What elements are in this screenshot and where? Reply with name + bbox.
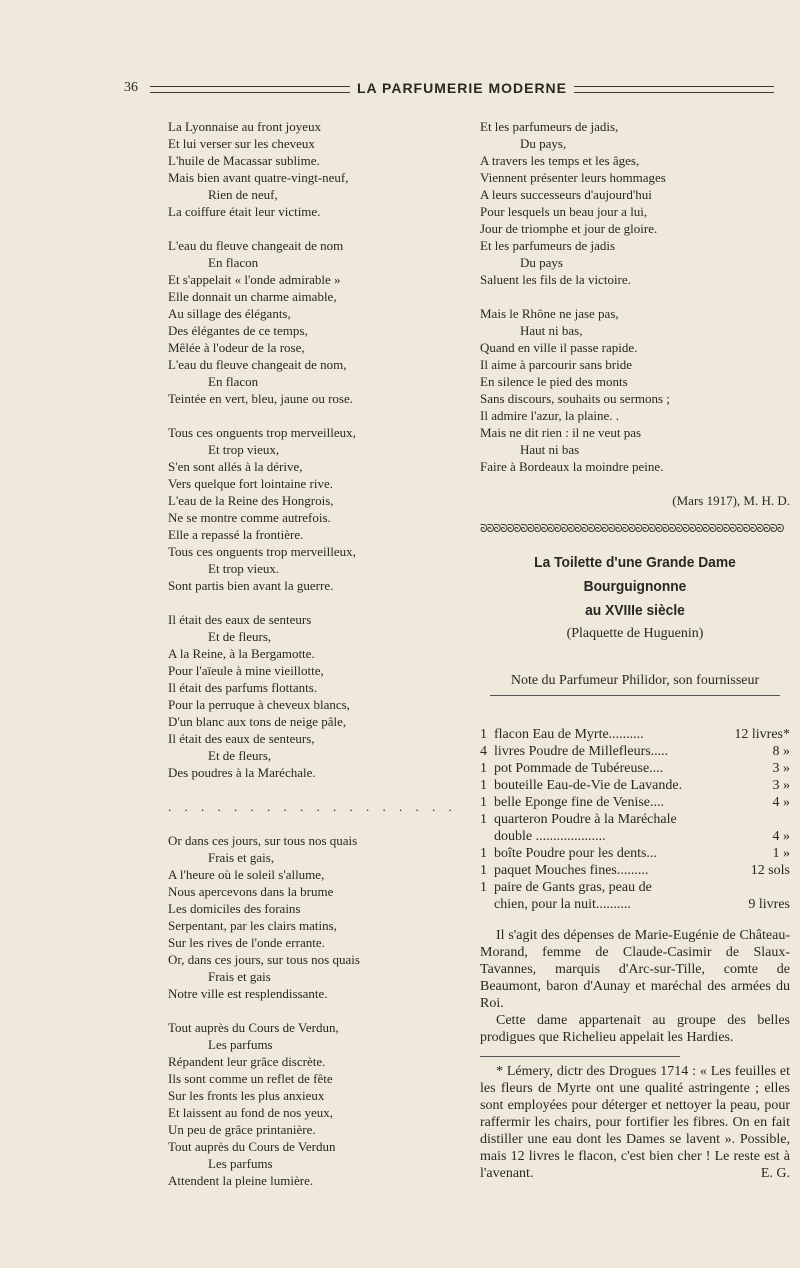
header-rule-left <box>150 86 350 93</box>
poem-line: Ne se montre comme autrefois. <box>168 510 331 525</box>
poem-line: Sans discours, souhaits ou sermons ; <box>480 391 670 406</box>
article-paragraph-1: Il s'agit des dépenses de Marie-Eugénie de Château-Morand, femme de Claude-Casimir de Slaux-Tavannes, marquis d'Arc-sur-Tille, comte de Beaumont, baron d'Aunay et maréchal des armées du Roi. <box>480 928 790 1011</box>
footnote-signature: E. G. <box>760 1166 790 1181</box>
invoice-row <box>480 879 790 896</box>
page-header <box>124 80 774 100</box>
poem-line: Pour la perruque à cheveux blancs, <box>168 697 350 712</box>
poem-line: L'eau de la Reine des Hongrois, <box>168 493 334 508</box>
poem-line: Frais et gais, <box>208 850 275 865</box>
item-description: belle Eponge fine de Venise.... <box>494 795 665 810</box>
article-note: Note du Parfumeur Philidor, son fournisseur <box>510 673 760 688</box>
stanza <box>168 237 468 407</box>
poem-line: Jour de triomphe et jour de gloire. <box>480 221 658 236</box>
footnote-rule <box>480 1056 680 1057</box>
header-rule-right <box>574 86 774 93</box>
poem-line: Les parfums <box>208 1156 273 1171</box>
poem-line: Elle donnait un charme aimable, <box>168 289 337 304</box>
poem-line: Les parfums <box>208 1037 273 1052</box>
poem-line: Sont partis bien avant la guerre. <box>168 578 334 593</box>
poem-line: Elle a repassé la frontière. <box>168 527 304 542</box>
poem-line: Tous ces onguents trop merveilleux, <box>168 425 356 440</box>
poem-line: Des élégantes de ce temps, <box>168 323 308 338</box>
poem-line: Pour l'aïeule à mine vieillotte, <box>168 663 324 678</box>
invoice-row <box>480 743 790 760</box>
footnote-text: * Lémery, dictr des Drogues 1714 : « Les feuilles et les fleurs de Myrte ont une qualité astringente ; elles sont employées pour déterger et nettoyer la peau, pour raffermir les chairs, pour fortifier les fibres. On en fait distiller une eau dont les Dames se lavent ». Possible, mais 12 livres le flacon, c'est bien cher ! Le reste est à l'avenant. <box>480 1064 790 1181</box>
poem-line: Tout auprès du Cours de Verdun <box>168 1139 336 1154</box>
invoice-list <box>480 726 790 913</box>
invoice-row <box>480 760 790 777</box>
poem-line: Notre ville est resplendissante. <box>168 986 328 1001</box>
item-description: livres Poudre de Millefleurs..... <box>494 744 669 759</box>
article-paragraph-2: Cette dame appartenait au groupe des belles prodigues que Richelieu appelait les Hardies. <box>480 1013 790 1045</box>
item-description: pot Pommade de Tubéreuse.... <box>494 761 664 776</box>
article-subtitle: (Plaquette de Huguenin) <box>566 626 704 641</box>
item-quantity: 1 <box>480 727 487 742</box>
poem-line: En flacon <box>208 374 259 389</box>
poem-line: Du pays, <box>520 136 567 151</box>
poem-line: Mais ne dit rien : il ne veut pas <box>480 425 642 440</box>
poem-line: Il admire l'azur, la plaine. . <box>480 408 619 423</box>
item-description: boîte Poudre pour les dents... <box>494 846 657 861</box>
item-price: 1 » <box>772 846 790 861</box>
poem-line: Il était des parfums flottants. <box>168 680 318 695</box>
item-price: 4 » <box>772 795 790 810</box>
item-description: paire de Gants gras, peau de <box>494 880 652 895</box>
poem-line: A leurs successeurs d'aujourd'hui <box>480 187 652 202</box>
invoice-row <box>480 862 790 879</box>
invoice-row <box>480 777 790 794</box>
item-description: quarteron Poudre à la Maréchale <box>494 812 677 827</box>
item-quantity: 1 <box>480 880 487 895</box>
poem-line: Du pays <box>520 255 563 270</box>
poem-line: Ils sont comme un reflet de fête <box>168 1071 333 1086</box>
poem-line: Serpentant, par les clairs matins, <box>168 918 337 933</box>
item-price: 3 » <box>772 761 790 776</box>
poem-line: Et de fleurs, <box>208 629 272 644</box>
poem-line: A la Reine, à la Bergamotte. <box>168 646 315 661</box>
item-price: 8 » <box>772 744 790 759</box>
running-title: LA PARFUMERIE MODERNE <box>357 80 567 96</box>
item-quantity <box>480 896 494 913</box>
poem-line: Tous ces onguents trop merveilleux, <box>168 544 356 559</box>
stanza <box>168 424 468 594</box>
poem-line: La coiffure était leur victime. <box>168 204 321 219</box>
note-rule <box>490 695 780 696</box>
item-price: 3 » <box>772 778 790 793</box>
page-number: 36 <box>124 80 138 95</box>
item-description: double .................... <box>494 829 606 844</box>
invoice-row <box>480 811 790 828</box>
stanza <box>168 798 468 815</box>
poem-line: En flacon <box>208 255 259 270</box>
poem-line: S'en sont allés à la dérive, <box>168 459 303 474</box>
poem-line: Rien de neuf, <box>208 187 278 202</box>
item-quantity: 1 <box>480 863 487 878</box>
poem-line: . . . . . . . . . . . . . . . . . . <box>168 799 457 814</box>
item-price: 9 livres <box>748 897 790 912</box>
poem-line: Et laissent au fond de nos yeux, <box>168 1105 333 1120</box>
stanza <box>168 611 468 781</box>
item-price: 4 » <box>772 829 790 844</box>
item-quantity: 4 <box>480 744 487 759</box>
poem-line: Répandent leur grâce discrète. <box>168 1054 326 1069</box>
item-description: paquet Mouches fines......... <box>494 863 649 878</box>
item-price <box>720 879 790 896</box>
poem-line: Sur les fronts les plus anxieux <box>168 1088 325 1103</box>
invoice-row <box>480 896 790 913</box>
poem-line: Et trop vieux. <box>208 561 280 576</box>
invoice-row <box>480 794 790 811</box>
item-quantity: 1 <box>480 778 487 793</box>
poem-line: Mais le Rhône ne jase pas, <box>480 306 619 321</box>
poem-line: Il était des eaux de senteurs <box>168 612 312 627</box>
poem-line: A travers les temps et les âges, <box>480 153 640 168</box>
poem-signature: (Mars 1917), M. H. D. <box>672 493 790 508</box>
poem-line: Il aime à parcourir sans bride <box>480 357 632 372</box>
poem-line: En silence le pied des monts <box>480 374 628 389</box>
poem-line: Viennent présenter leurs hommages <box>480 170 666 185</box>
stanza <box>168 832 468 1002</box>
stanza <box>168 118 468 220</box>
poem-line: Frais et gais <box>208 969 271 984</box>
item-description: bouteille Eau-de-Vie de Lavande. <box>494 778 683 793</box>
right-column <box>480 118 790 1182</box>
poem-line: Tout auprès du Cours de Verdun, <box>168 1020 339 1035</box>
poem-line: Mêlée à l'odeur de la rose, <box>168 340 305 355</box>
article-title-line1: La Toilette d'une Grande Dame Bourguignonne <box>534 554 736 595</box>
poem-line: Et s'appelait « l'onde admirable » <box>168 272 341 287</box>
item-quantity: 1 <box>480 846 487 861</box>
item-quantity: 1 <box>480 812 487 827</box>
item-quantity: 1 <box>480 795 487 810</box>
footnote <box>480 1063 790 1182</box>
item-price: 12 livres* <box>734 727 790 742</box>
item-quantity <box>480 828 494 845</box>
invoice-row <box>480 828 790 845</box>
poem-line: Saluent les fils de la victoire. <box>480 272 631 287</box>
item-description: chien, pour la nuit.......... <box>494 897 631 912</box>
poem-line: Et trop vieux, <box>208 442 280 457</box>
poem-line: Mais bien avant quatre-vingt-neuf, <box>168 170 349 185</box>
poem-line: Haut ni bas, <box>520 323 583 338</box>
item-price <box>720 811 790 828</box>
poem-line: Au sillage des élégants, <box>168 306 291 321</box>
poem-line: Des poudres à la Maréchale. <box>168 765 316 780</box>
poem-line: Et de fleurs, <box>208 748 272 763</box>
invoice-row <box>480 845 790 862</box>
poem-left-column <box>168 118 468 1206</box>
poem-line: Faire à Bordeaux la moindre peine. <box>480 459 664 474</box>
stanza <box>480 305 790 475</box>
poem-line: L'eau du fleuve changeait de nom <box>168 238 344 253</box>
poem-line: Et les parfumeurs de jadis, <box>480 119 619 134</box>
article-title-line2: au XVIIIe siècle <box>585 602 685 619</box>
poem-line: Attendent la pleine lumière. <box>168 1173 314 1188</box>
poem-line: A l'heure où le soleil s'allume, <box>168 867 325 882</box>
invoice-row <box>480 726 790 743</box>
item-quantity: 1 <box>480 761 487 776</box>
poem-right-column <box>480 118 790 475</box>
poem-line: Sur les rives de l'onde errante. <box>168 935 325 950</box>
poem-line: Or dans ces jours, sur tous nos quais <box>168 833 358 848</box>
item-price: 12 sols <box>750 863 790 878</box>
stanza <box>168 1019 468 1189</box>
poem-line: Teintée en vert, bleu, jaune ou rose. <box>168 391 353 406</box>
item-description: flacon Eau de Myrte.......... <box>494 727 644 742</box>
poem-line: La Lyonnaise au front joyeux <box>168 119 322 134</box>
poem-line: Vers quelque fort lointaine rive. <box>168 476 333 491</box>
poem-line: L'huile de Macassar sublime. <box>168 153 320 168</box>
poem-line: Et lui verser sur les cheveux <box>168 136 315 151</box>
poem-line: L'eau du fleuve changeait de nom, <box>168 357 347 372</box>
poem-line: Pour lesquels un beau jour a lui, <box>480 204 648 219</box>
ornament-divider: ᘐᘐᘐᘐᘐᘐᘐᘐᘐᘐᘐᘐᘐᘐᘐᘐᘐᘐᘐᘐᘐᘐᘐᘐᘐᘐᘐᘐᘐᘐᘐᘐᘐᘐᘐᘐᘐᘐᘐᘐᘐᘐᘐᘐᘐ <box>480 523 784 533</box>
article-title <box>492 551 777 623</box>
poem-line: Haut ni bas <box>520 442 580 457</box>
poem-line: Un peu de grâce printanière. <box>168 1122 316 1137</box>
poem-line: Les domiciles des forains <box>168 901 301 916</box>
poem-line: D'un blanc aux tons de neige pâle, <box>168 714 347 729</box>
stanza <box>480 118 790 288</box>
poem-line: Quand en ville il passe rapide. <box>480 340 638 355</box>
poem-line: Or, dans ces jours, sur tous nos quais <box>168 952 360 967</box>
poem-line: Et les parfumeurs de jadis <box>480 238 616 253</box>
poem-line: Il était des eaux de senteurs, <box>168 731 315 746</box>
poem-line: Nous apercevons dans la brume <box>168 884 334 899</box>
